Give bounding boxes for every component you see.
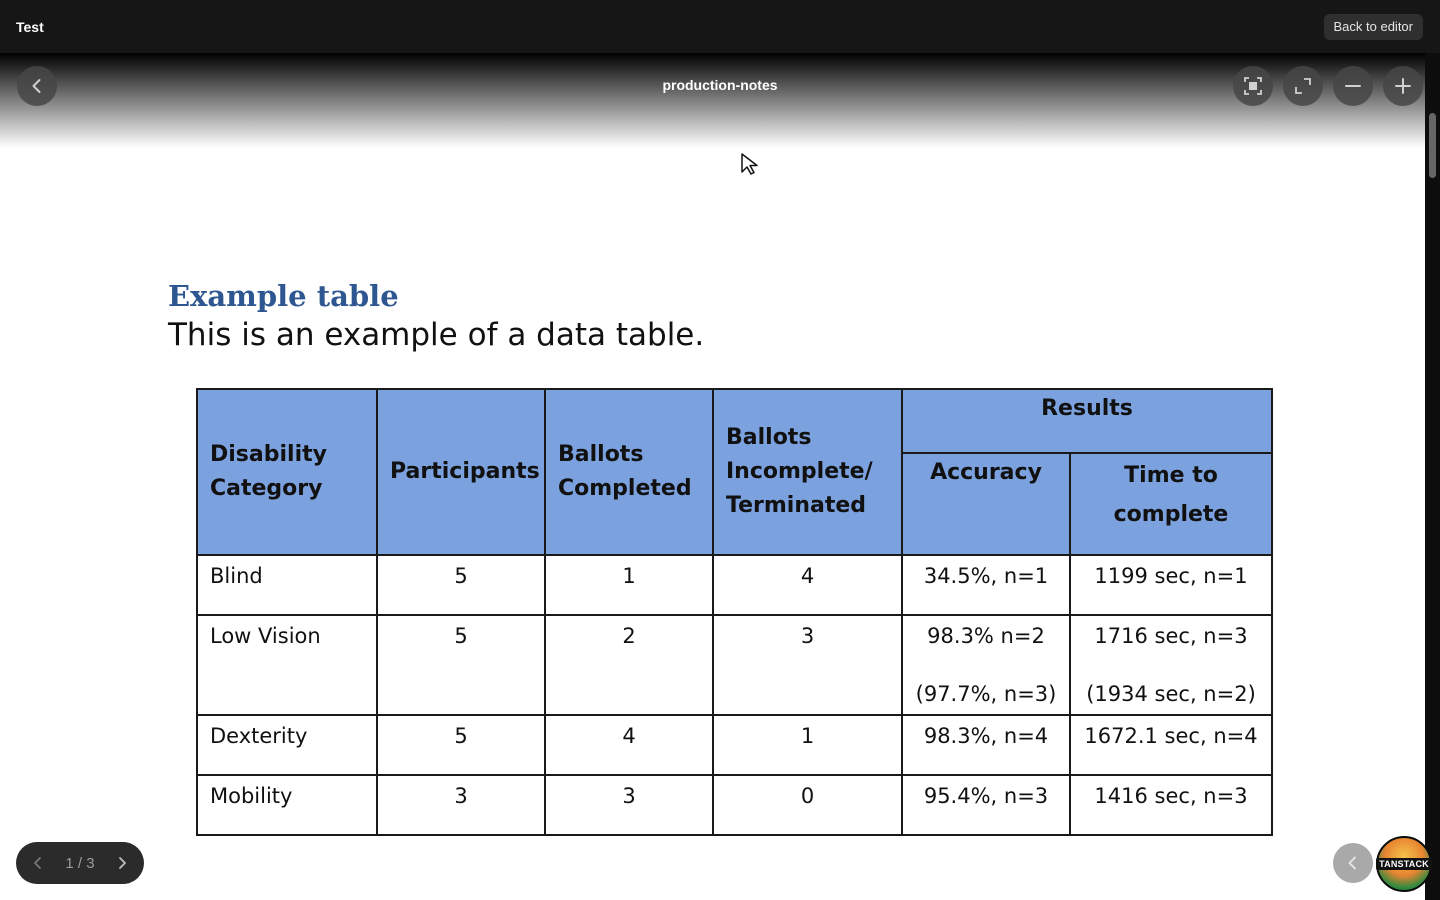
zoom-in-button[interactable] (1383, 66, 1423, 106)
cell-participants: 5 (377, 555, 545, 615)
cell-time: 1199 sec, n=1 (1070, 555, 1272, 615)
app-title: Test (16, 18, 44, 35)
slide-subtitle: This is an example of a data table. (168, 317, 705, 353)
avatar-label: TANSTACK (1376, 858, 1432, 870)
fit-screen-icon (1243, 76, 1263, 96)
cell-completed: 4 (545, 715, 713, 775)
zoom-out-icon (1343, 76, 1363, 96)
header-time-to-complete: Time to complete (1070, 453, 1272, 555)
cell-accuracy: 95.4%, n=3 (902, 775, 1070, 835)
page-indicator: 1 / 3 (65, 854, 95, 872)
presentation-viewer (0, 53, 1425, 900)
cell-time (1070, 615, 1272, 715)
cell-completed: 2 (545, 615, 713, 715)
table-row (197, 555, 1272, 615)
cell-gap (915, 653, 1057, 677)
cell-category: Dexterity (197, 715, 377, 775)
cell-incomplete: 4 (713, 555, 902, 615)
cell-incomplete: 0 (713, 775, 902, 835)
avatar[interactable] (1376, 836, 1432, 892)
header-disability-category: Disability Category (197, 389, 377, 555)
zoom-out-button[interactable] (1333, 66, 1373, 106)
cell-accuracy-primary: 98.3% n=2 (927, 624, 1045, 648)
header-ballots-completed: Ballots Completed (545, 389, 713, 555)
cell-participants: 3 (377, 775, 545, 835)
cell-category: Blind (197, 555, 377, 615)
header-results: Results (902, 389, 1272, 453)
slide-heading: Example table (168, 279, 399, 313)
slide-pager (16, 842, 144, 884)
cell-accuracy-secondary: (97.7%, n=3) (915, 682, 1057, 706)
cell-incomplete: 1 (713, 715, 902, 775)
viewer-toolbar (0, 53, 1425, 148)
scrollbar-thumb[interactable] (1429, 113, 1436, 178)
cell-category: Low Vision (197, 615, 377, 715)
header-ballots-incomplete: Ballots Incomplete/ Terminated (713, 389, 902, 555)
fullscreen-button[interactable] (1283, 66, 1323, 106)
header-participants: Participants (377, 389, 545, 555)
cell-category: Mobility (197, 775, 377, 835)
cell-time: 1416 sec, n=3 (1070, 775, 1272, 835)
document-title: production-notes (662, 77, 778, 93)
chevron-left-icon (1344, 854, 1362, 872)
cell-time-secondary: (1934 sec, n=2) (1086, 682, 1256, 706)
app-topbar (0, 0, 1440, 53)
cell-participants: 5 (377, 615, 545, 715)
cell-completed: 1 (545, 555, 713, 615)
fullscreen-icon (1293, 76, 1313, 96)
mouse-cursor-icon (740, 152, 762, 176)
header-accuracy: Accuracy (902, 453, 1070, 555)
cell-gap (1083, 653, 1259, 677)
fit-screen-button[interactable] (1233, 66, 1273, 106)
table-header-row (197, 389, 1272, 453)
pager-next-icon[interactable] (114, 855, 130, 871)
table-row (197, 775, 1272, 835)
cell-accuracy: 34.5%, n=1 (902, 555, 1070, 615)
cell-completed: 3 (545, 775, 713, 835)
back-to-editor-button[interactable]: Back to editor (1324, 14, 1424, 40)
table-row (197, 715, 1272, 775)
data-table (196, 388, 1273, 836)
pager-prev-icon[interactable] (30, 855, 46, 871)
cell-time: 1672.1 sec, n=4 (1070, 715, 1272, 775)
cell-accuracy (902, 615, 1070, 715)
collapse-button[interactable] (1333, 843, 1373, 883)
zoom-in-icon (1393, 76, 1413, 96)
cell-accuracy: 98.3%, n=4 (902, 715, 1070, 775)
cell-time-primary: 1716 sec, n=3 (1094, 624, 1248, 648)
vertical-scrollbar[interactable] (1425, 53, 1440, 900)
table-row (197, 615, 1272, 715)
cell-participants: 5 (377, 715, 545, 775)
cell-incomplete: 3 (713, 615, 902, 715)
